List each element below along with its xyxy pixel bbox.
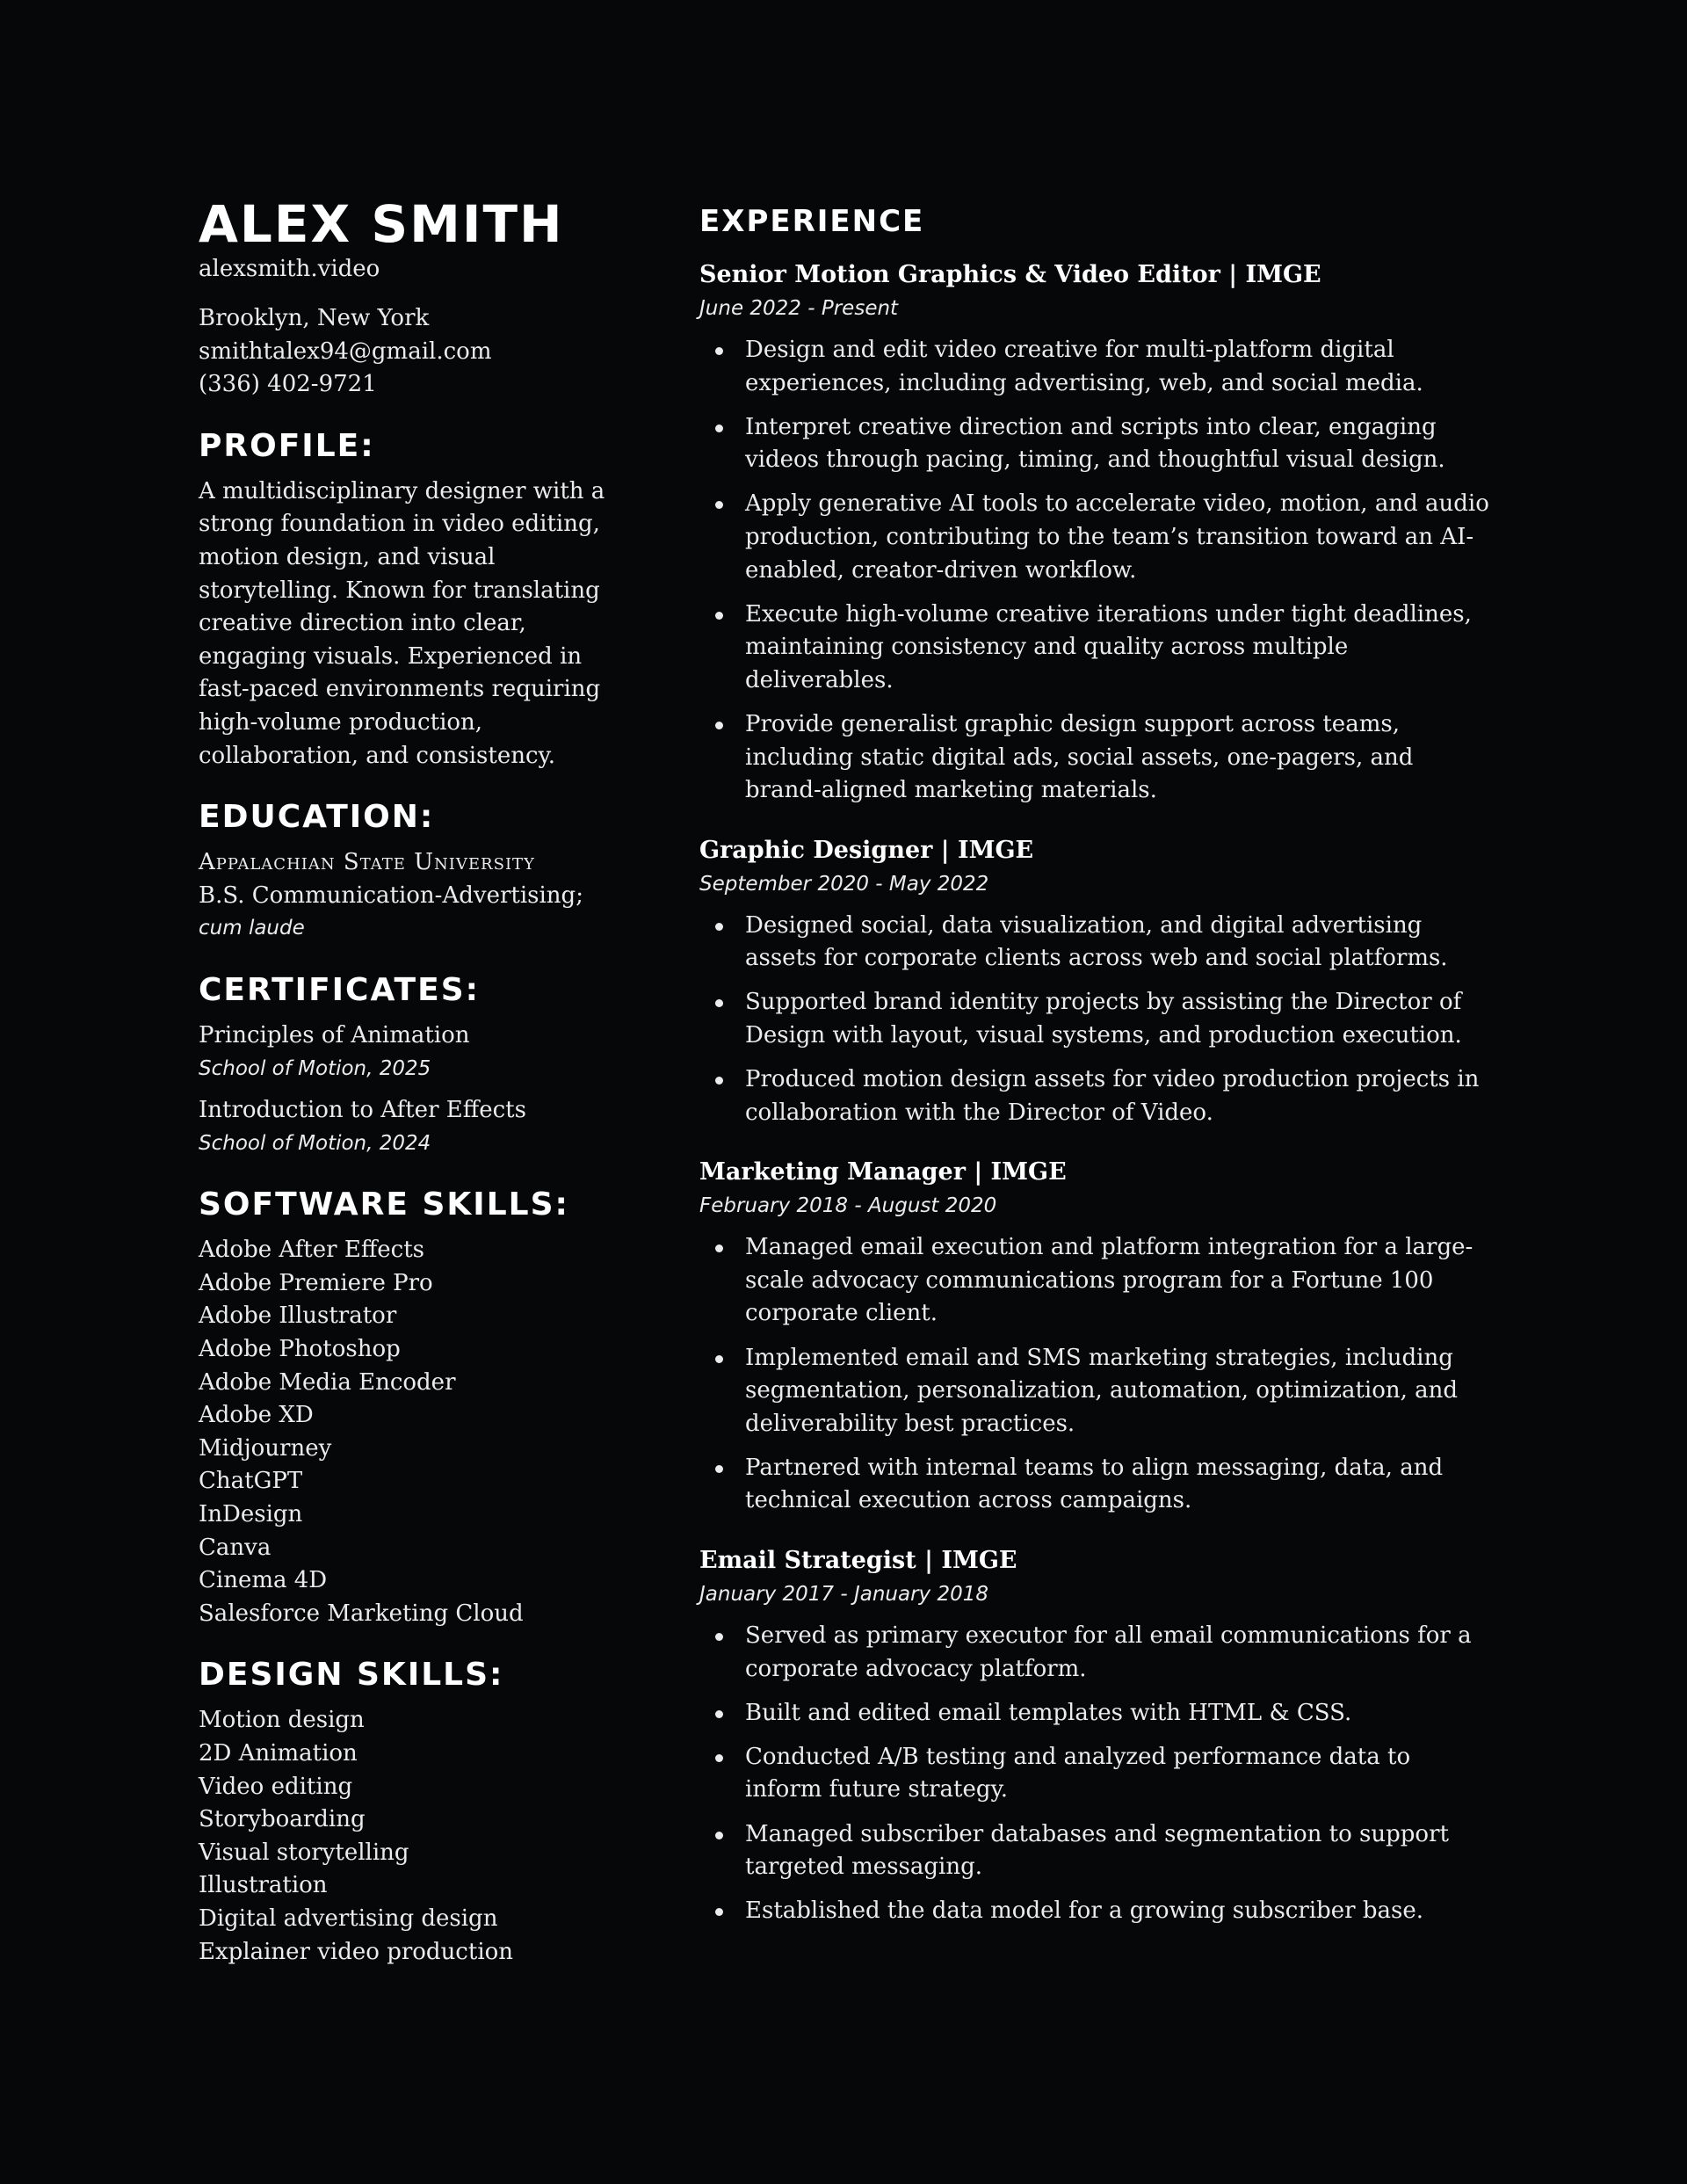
certificates-list xyxy=(199,1019,612,1160)
job-entry xyxy=(699,834,1490,1130)
certificate-item xyxy=(199,1094,612,1160)
list-item: Built and edited email templates with HTML & CSS. xyxy=(699,1697,1490,1731)
certificates-heading: CERTIFICATES: xyxy=(199,971,481,1008)
job-bullets xyxy=(699,1620,1490,1928)
list-item: Salesforce Marketing Cloud xyxy=(199,1600,524,1627)
job-bullets xyxy=(699,1231,1490,1518)
list-item: Provide generalist graphic design support across teams, including static digital ads, social assets, one-pagers, and brand-aligned marketing materials. xyxy=(699,708,1490,808)
list-item: Managed subscriber databases and segmentation to support targeted messaging. xyxy=(699,1818,1490,1884)
list-item: Execute high-volume creative iterations under tight deadlines, maintaining consistency and quality across multiple deliverables. xyxy=(699,599,1490,698)
list-item: Conducted A/B testing and analyzed performance data to inform future strategy. xyxy=(699,1741,1490,1807)
contact-info xyxy=(199,302,612,402)
job-title: Email Strategist | IMGE xyxy=(699,1547,1017,1575)
list-item: Apply generative AI tools to accelerate video, motion, and audio production, contributing to the team’s transition toward an AI-enabled, creator-driven workflow. xyxy=(699,488,1490,587)
certificate-item xyxy=(199,1019,612,1085)
software-skills-heading: SOFTWARE SKILLS: xyxy=(199,1186,569,1223)
list-item: Digital advertising design xyxy=(199,1905,498,1932)
job-bullets xyxy=(699,334,1490,808)
list-item: Adobe Photoshop xyxy=(199,1336,401,1363)
list-item: Adobe Premiere Pro xyxy=(199,1269,433,1296)
software-skills-list xyxy=(199,1234,612,1630)
list-item: Midjourney xyxy=(199,1434,332,1462)
job-dates: September 2020 - May 2022 xyxy=(699,872,989,896)
list-item: Managed email execution and platform integration for a large-scale advocacy communications program for a Fortune 100 corporate client. xyxy=(699,1231,1490,1331)
email-link[interactable]: smithtalex94@gmail.com xyxy=(199,337,492,365)
list-item: Established the data model for a growing subscriber base. xyxy=(699,1895,1490,1928)
design-skills-list xyxy=(199,1704,612,1969)
job-entry xyxy=(699,258,1490,808)
list-item: Adobe Media Encoder xyxy=(199,1368,456,1396)
job-entry xyxy=(699,1544,1490,1928)
list-item: Illustration xyxy=(199,1872,328,1899)
list-item: Served as primary executor for all email communications for a corporate advocacy platform. xyxy=(699,1620,1490,1686)
certificate-issuer: School of Motion, 2025 xyxy=(199,1056,431,1080)
list-item: Cinema 4D xyxy=(199,1567,328,1594)
location: Brooklyn, New York xyxy=(199,305,430,331)
certificate-issuer: School of Motion, 2024 xyxy=(199,1131,431,1155)
school-name: Appalachian State University xyxy=(199,849,535,876)
certificate-name: Introduction to After Effects xyxy=(199,1097,526,1124)
profile-text: A multidisciplinary designer with a strong foundation in video editing, motion design, and visual storytelling. Known for translating creative direction into clear, engaging visuals. Experienced in fast-paced environments requiring high-volume production, collaboration, and consistency. xyxy=(199,477,605,769)
candidate-name: ALEX SMITH xyxy=(199,194,564,254)
list-item: Partnered with internal teams to align messaging, data, and technical execution across campaigns. xyxy=(699,1452,1490,1518)
degree: B.S. Communication-Advertising; xyxy=(199,882,583,909)
list-item: InDesign xyxy=(199,1501,303,1528)
education-entry xyxy=(199,846,612,946)
job-dates: January 2017 - January 2018 xyxy=(699,1583,988,1607)
list-item: Adobe Illustrator xyxy=(199,1302,397,1330)
list-item: Adobe After Effects xyxy=(199,1237,425,1264)
job-title: Senior Motion Graphics & Video Editor | IMGE xyxy=(699,261,1321,288)
certificate-name: Principles of Animation xyxy=(199,1021,470,1048)
list-item: Designed social, data visualization, and digital advertising assets for corporate clients across web and social platforms. xyxy=(699,910,1490,976)
honors: cum laude xyxy=(199,917,305,940)
list-item: Design and edit video creative for multi-platform digital experiences, including advertising, web, and social media. xyxy=(699,334,1490,400)
job-entry xyxy=(699,1156,1490,1518)
left-column xyxy=(199,195,612,1969)
list-item: Video editing xyxy=(199,1773,353,1800)
education-heading: EDUCATION: xyxy=(199,799,435,836)
job-title: Graphic Designer | IMGE xyxy=(699,836,1034,864)
right-column xyxy=(699,200,1490,1955)
list-item: Produced motion design assets for video production projects in collaboration with the Director of Video. xyxy=(699,1063,1490,1129)
list-item: 2D Animation xyxy=(199,1740,358,1767)
list-item: Supported brand identity projects by assisting the Director of Design with layout, visual systems, and production execution. xyxy=(699,986,1490,1052)
list-item: Motion design xyxy=(199,1707,365,1734)
list-item: Canva xyxy=(199,1534,272,1561)
experience-heading: EXPERIENCE xyxy=(699,204,925,239)
list-item: Visual storytelling xyxy=(199,1839,409,1866)
phone-number: (336) 402-9721 xyxy=(199,371,377,398)
job-bullets xyxy=(699,910,1490,1130)
list-item: Explainer video production xyxy=(199,1938,514,1965)
list-item: Adobe XD xyxy=(199,1402,314,1429)
job-dates: February 2018 - August 2020 xyxy=(699,1194,997,1218)
list-item: Implemented email and SMS marketing strategies, including segmentation, personalization, automation, optimization, and deliverability best practices. xyxy=(699,1342,1490,1441)
list-item: Storyboarding xyxy=(199,1806,366,1833)
job-dates: June 2022 - Present xyxy=(699,297,899,320)
profile-heading: PROFILE: xyxy=(199,427,375,464)
job-title: Marketing Manager | IMGE xyxy=(699,1158,1067,1186)
design-skills-heading: DESIGN SKILLS: xyxy=(199,1657,504,1694)
website-link[interactable]: alexsmith.video xyxy=(199,256,380,282)
list-item: Interpret creative direction and scripts into clear, engaging videos through pacing, timing, and thoughtful visual design. xyxy=(699,411,1490,477)
list-item: ChatGPT xyxy=(199,1468,303,1495)
